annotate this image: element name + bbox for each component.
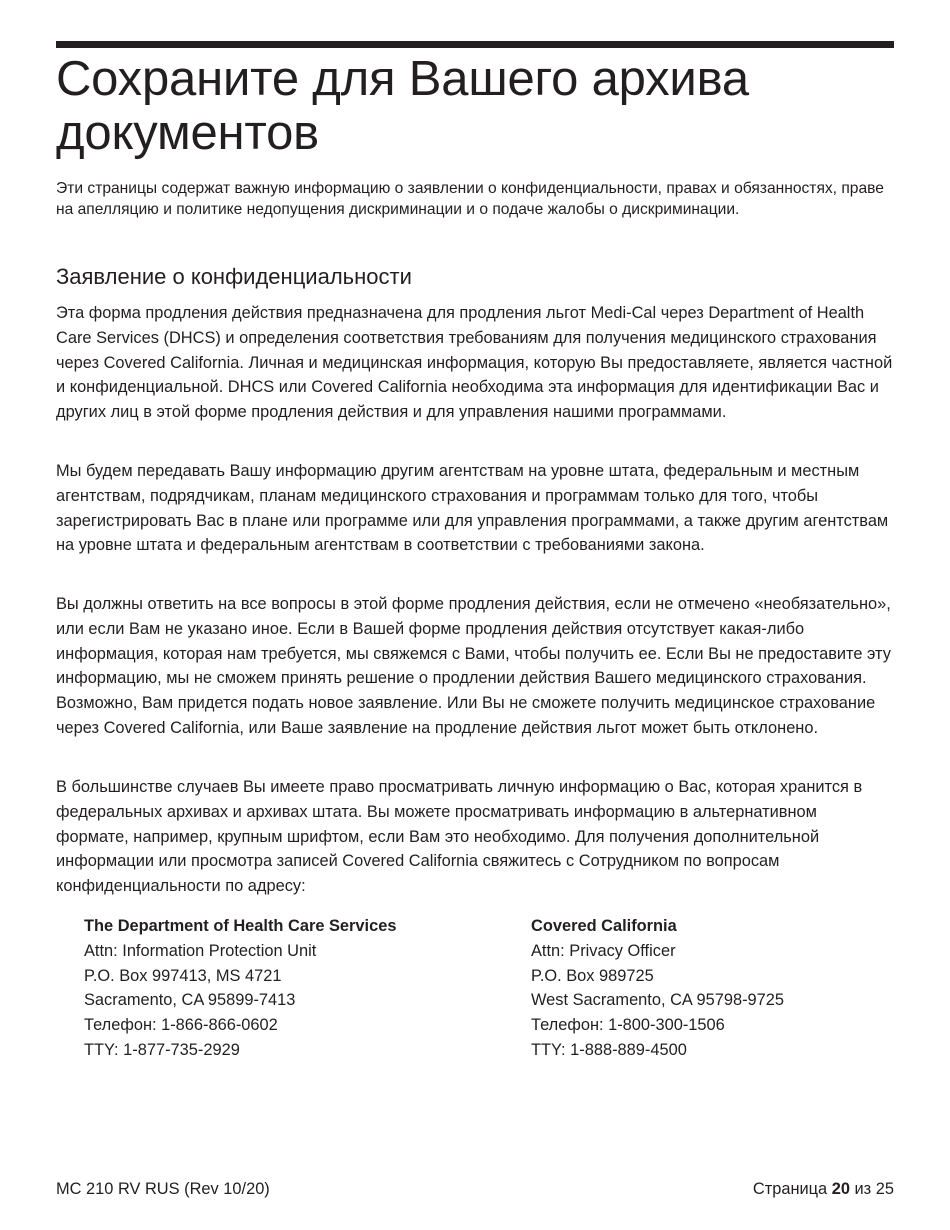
paragraph: В большинстве случаев Вы имеете право просматривать личную информацию о Вас, которая хранится в федеральных архивах и архивах штата. Вы можете просматривать информацию в альтернативном формате, например, крупным шрифтом, если Вам это необходимо. Для получения дополнительной информации или просмотра записей Covered California свяжитесь с Сотрудником по вопросам конфиденциальности по адресу: <box>56 778 863 896</box>
intro-text: Эти страницы содержат важную информацию о заявлении о конфиденциальности, правах и обязанностях, праве на апелляцию и политике недопущения дискриминации и о подаче жалобы о дискриминации. <box>56 180 884 218</box>
footer-form-id: MC 210 RV RUS (Rev 10/20) <box>56 1180 270 1198</box>
address-phone: Телефон: 1-800-300-1506 <box>531 1016 725 1035</box>
page-total: 25 <box>875 1180 894 1198</box>
address-attn: Attn: Information Protection Unit <box>84 941 317 960</box>
address-covered-california <box>531 914 891 1063</box>
address-phone: Телефон: 1-866-866-0602 <box>84 1016 278 1035</box>
paragraph: Мы будем передавать Вашу информацию другим агентствам на уровне штата, федеральным и местным агентствам, подрядчикам, планам медицинского страхования и программам только для того, чтобы зарегистрировать Вас в плане или программе или для управления программами, а также другим агентствам на уровне штата и федеральным агентствам в соответствии с требованиями закона. <box>56 462 889 555</box>
footer-page-number <box>753 1178 894 1200</box>
page-title: Сохраните для Вашего архива документов <box>56 52 749 160</box>
address-city: Sacramento, CA 95899-7413 <box>84 991 296 1010</box>
page-label: Страница <box>752 1180 828 1198</box>
address-org: Covered California <box>531 917 677 935</box>
address-org: The Department of Health Care Services <box>84 917 397 935</box>
paragraph: Вы должны ответить на все вопросы в этой форме продления действия, если не отмечено «необязательно», или если Вам не указано иное. Если в Вашей форме продления действия отсутствует какая-либо информация, которая нам требуется, мы свяжемся с Вами, чтобы получить ее. Если Вы не предоставите эту информацию, мы не сможем принять решение о продлении действия Вашего медицинского страхования. Возможно, Вам придется подать новое заявление. Или Вы не сможете получить медицинское страхование через Covered California, или Ваше заявление на продление действия льгот может быть отклонено. <box>56 595 891 737</box>
address-box: P.O. Box 997413, MS 4721 <box>84 966 282 985</box>
address-box: P.O. Box 989725 <box>531 966 654 985</box>
paragraph: Эта форма продления действия предназначена для продления льгот Medi-Cal через Department of Health Care Services (DHCS) и определения соответствия требованиям для получения медицинского страхования через Covered California. Личная и медицинская информация, которую Вы предоставляете, является частной и конфиденциальной. DHCS или Covered California необходима эта информация для идентификации Вас и других лиц в этой форме продления действия и для управления нашими программами. <box>56 304 893 422</box>
section-heading: Заявление о конфиденциальности <box>56 264 412 289</box>
address-city: West Sacramento, CA 95798-9725 <box>531 991 784 1010</box>
page-of: из <box>854 1180 872 1198</box>
page-current: 20 <box>831 1180 850 1198</box>
top-rule <box>56 41 894 48</box>
document-page <box>56 0 894 1230</box>
address-dhcs <box>84 914 504 1063</box>
address-attn: Attn: Privacy Officer <box>531 941 676 960</box>
address-tty: TTY: 1-888-889-4500 <box>531 1040 687 1059</box>
address-tty: TTY: 1-877-735-2929 <box>84 1040 240 1059</box>
